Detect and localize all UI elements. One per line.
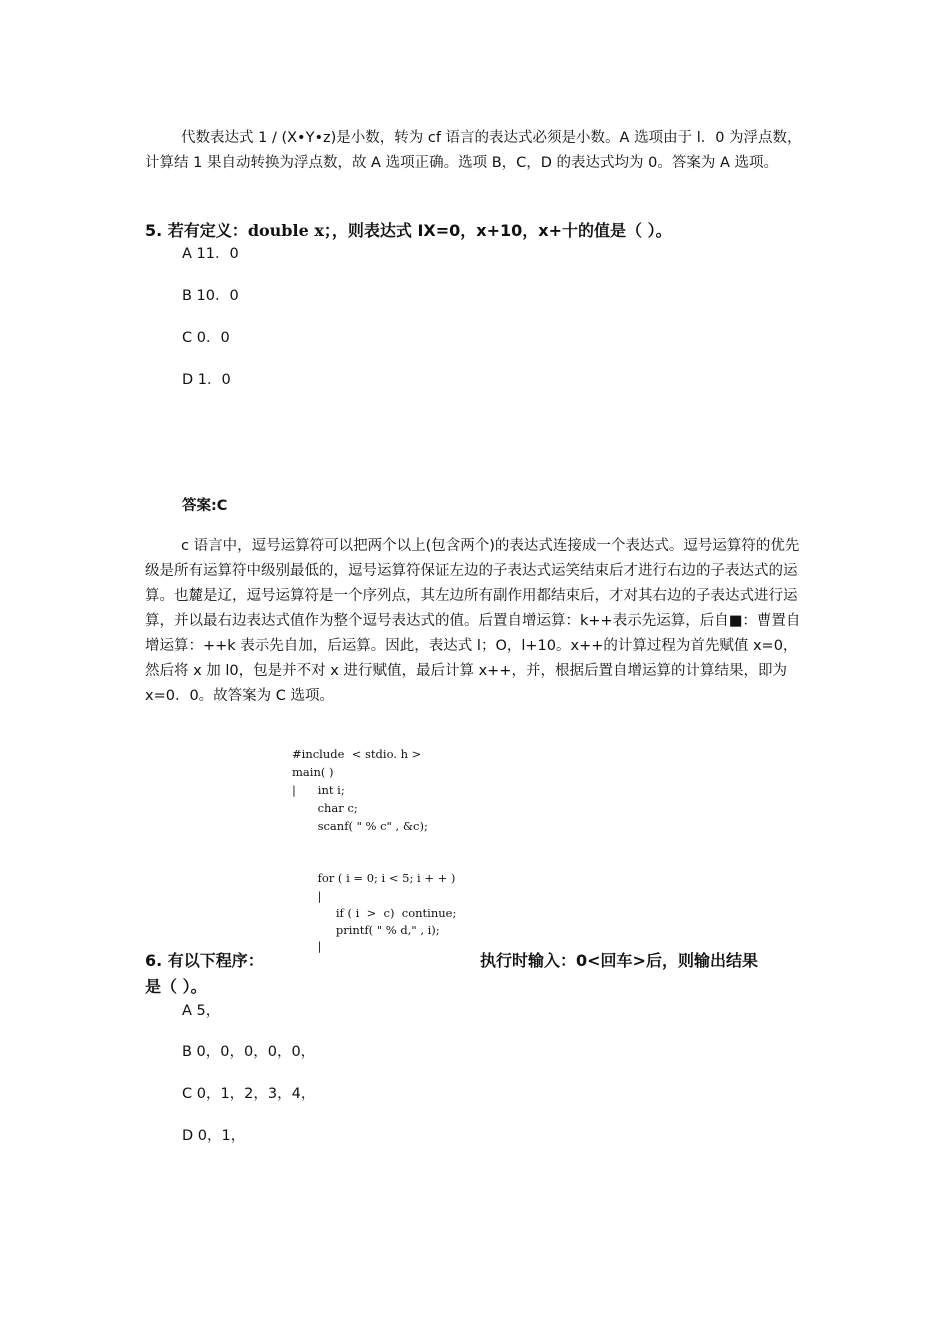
code-line: main( ) bbox=[292, 765, 334, 779]
question-6-title bbox=[145, 947, 264, 974]
question-5-title bbox=[145, 217, 672, 244]
code-line: | int i; bbox=[292, 783, 345, 797]
question-5-answer: 答案:C bbox=[182, 498, 228, 514]
question-5-option-a: A 11．0 bbox=[182, 246, 239, 262]
question-5-option-b: B 10．0 bbox=[182, 288, 239, 304]
question-6-number: 6. bbox=[145, 951, 163, 970]
question-6-prefix: 有以下程序： bbox=[167, 951, 264, 970]
code-line: if ( i > c) continue; bbox=[292, 906, 457, 920]
question-6-option-d: D 0，1， bbox=[182, 1128, 246, 1144]
question-6-option-c: C 0，1，2，3，4， bbox=[182, 1086, 316, 1102]
question-5-option-d: D 1．0 bbox=[182, 372, 231, 388]
question-5-suffix: ，则表达式 IX=0，x+10，x+十的值是（ ）。 bbox=[331, 221, 672, 240]
question-6-option-b: B 0，0，0，0，0， bbox=[182, 1044, 316, 1060]
question-5-prefix: 若有定义： bbox=[167, 221, 248, 240]
code-line: printf( " % d," , i); bbox=[292, 923, 440, 937]
code-line: | bbox=[292, 939, 322, 953]
question-5-code: double x； bbox=[247, 221, 332, 240]
question-5-number: 5. bbox=[145, 221, 163, 240]
question-5-explanation: c 语言中，逗号运算符可以把两个以上(包含两个)的表达式连接成一个表达式。逗号运算符的优先级是所有运算符中级别最低的，逗号运算符保证左边的子表达式运笑结束后才进行右边的子表达式的运算。也麓是辽，逗号运算符是一个序列点，其左边所有副作用都结束后，才对其右边的子表达式进行运算，并以最右边表达式值作为整个逗号表达式的值。后置自增运算：k++表示先运算，后自■：曹置自增运算：++k 表示先自加，后运算。因此，表达式 l；O，l+10。x++的计算过程为首先赋值 x=0，然后将 x 加 l0，包是并不对 x 进行赋值，最后计算 x++，并，根据后置自增运算的计算结果，即为 x=0．0。故答案为 C 选项。 bbox=[145, 538, 801, 704]
question-6-line2: 是（ ）。 bbox=[145, 977, 207, 996]
question-6-option-a: A 5， bbox=[182, 1003, 221, 1019]
code-line: | bbox=[292, 889, 322, 903]
code-line: #include < stdio. h > bbox=[292, 747, 422, 761]
question-5-option-c: C 0．0 bbox=[182, 330, 230, 346]
question-6-suffix: 执行时输入：0<回车>后，则输出结果 bbox=[480, 951, 758, 970]
code-line: scanf( " % c" , &c); bbox=[292, 819, 428, 833]
code-line: for ( i = 0; i < 5; i + + ) bbox=[292, 871, 456, 885]
intro-paragraph: 代数表达式 1 / (X•Y•z)是小数，转为 cf 语言的表达式必须是小数。A 选项由于 l．0 为浮点数，计算结 1 果自动转换为浮点数，故 A 选项正确。选项 B，C，D 的表达式均为 0。答案为 A 选项。 bbox=[145, 130, 802, 171]
code-line: char c; bbox=[292, 801, 358, 815]
